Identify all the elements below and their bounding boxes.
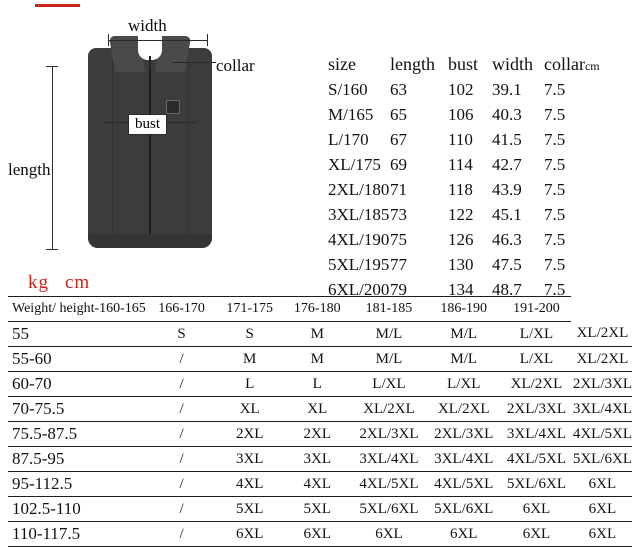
fit-table-header-row: [8, 297, 632, 322]
fit-size-cell: L/XL: [500, 347, 571, 372]
size-cell-bust: 110: [448, 130, 473, 149]
header-bust: bust: [448, 54, 479, 74]
fit-size-cell: M/L: [351, 347, 426, 372]
fit-size-cell: 6XL: [500, 497, 571, 522]
unit-legend: [28, 272, 106, 294]
size-cell-collar: 7.5: [544, 155, 566, 174]
fit-size-cell: /: [146, 497, 216, 522]
size-table-header-row: [328, 52, 600, 78]
fit-size-cell: /: [146, 397, 216, 422]
size-cell-size: M/165: [328, 105, 374, 124]
size-measurement-table: [328, 52, 600, 303]
panel-seam-left: [112, 60, 113, 240]
size-cell-width: 46.3: [492, 230, 522, 249]
size-cell-length: 79: [390, 280, 407, 299]
fit-size-cell: L: [282, 372, 351, 397]
size-cell-length: 71: [390, 180, 407, 199]
fit-size-cell: XL/2XL: [571, 322, 632, 347]
fit-size-cell: 6XL: [351, 522, 426, 547]
size-cell-length: 65: [390, 105, 407, 124]
fit-table-row: [8, 397, 632, 422]
fit-table-row: [8, 372, 632, 397]
size-cell-size: XL/175: [328, 155, 381, 174]
width-tick-left: [108, 34, 109, 46]
label-length: length: [8, 160, 51, 179]
fit-weight-cell: 87.5-95: [8, 447, 146, 472]
fit-size-cell: 2XL/3XL: [425, 422, 500, 447]
label-bust: bust: [128, 114, 167, 135]
fit-size-cell: 2XL/3XL: [500, 397, 571, 422]
size-table-row: [328, 128, 600, 153]
fit-weight-cell: 95-112.5: [8, 472, 146, 497]
fit-size-cell: 4XL/5XL: [571, 422, 632, 447]
fit-size-cell: L/XL: [500, 322, 571, 347]
fit-size-cell: M: [282, 347, 351, 372]
size-cell-size: 3XL/185: [328, 205, 390, 224]
size-cell-width: 47.5: [492, 255, 522, 274]
fit-size-cell: 3XL/4XL: [425, 447, 500, 472]
fit-table-row: [8, 522, 632, 547]
fit-size-cell: L/XL: [351, 372, 426, 397]
fit-size-cell: XL/2XL: [351, 397, 426, 422]
fit-header-6: 191-200: [500, 297, 571, 322]
size-cell-width: 39.1: [492, 80, 522, 99]
size-cell-size: 2XL/180: [328, 180, 390, 199]
size-table-row: [328, 78, 600, 103]
fit-table-row: [8, 447, 632, 472]
fit-size-cell: 2XL: [282, 422, 351, 447]
fit-table-row: [8, 347, 632, 372]
fit-weight-cell: 55-60: [8, 347, 146, 372]
fit-size-cell: 6XL: [425, 522, 500, 547]
size-cell-bust: 122: [448, 205, 474, 224]
size-cell-bust: 106: [448, 105, 474, 124]
fit-size-cell: 3XL: [215, 447, 282, 472]
size-cell-width: 48.7: [492, 280, 522, 299]
size-cell-collar: 7.5: [544, 180, 566, 199]
fit-weight-cell: 110-117.5: [8, 522, 146, 547]
size-cell-bust: 118: [448, 180, 473, 199]
size-table-row: [328, 153, 600, 178]
fit-size-cell: 6XL: [215, 522, 282, 547]
fit-header-2: 171-175: [215, 297, 282, 322]
size-cell-width: 45.1: [492, 205, 522, 224]
panel-seam-right: [188, 60, 189, 240]
fit-size-cell: 4XL: [215, 472, 282, 497]
fit-size-cell: L: [215, 372, 282, 397]
fit-size-cell: 3XL: [282, 447, 351, 472]
label-width: width: [128, 16, 167, 35]
unit-length: cm: [65, 272, 91, 293]
size-table-row: [328, 203, 600, 228]
size-cell-width: 43.9: [492, 180, 522, 199]
fit-size-cell: M/L: [351, 322, 426, 347]
size-table-row: [328, 178, 600, 203]
fit-size-cell: S: [215, 322, 282, 347]
fit-size-cell: /: [146, 422, 216, 447]
fit-table-row: [8, 497, 632, 522]
size-cell-bust: 102: [448, 80, 474, 99]
fit-size-cell: /: [146, 522, 216, 547]
size-cell-width: 41.5: [492, 130, 522, 149]
fit-size-cell: 4XL/5XL: [351, 472, 426, 497]
fit-size-cell: 6XL: [500, 522, 571, 547]
label-collar: collar: [216, 56, 255, 75]
fit-size-cell: XL/2XL: [425, 397, 500, 422]
fit-size-cell: 2XL: [215, 422, 282, 447]
fit-size-cell: M/L: [425, 347, 500, 372]
size-table-row: [328, 228, 600, 253]
fit-table-row: [8, 422, 632, 447]
header-size: size: [328, 54, 356, 74]
fit-size-cell: XL: [282, 397, 351, 422]
size-cell-length: 75: [390, 230, 407, 249]
size-cell-collar: 7.5: [544, 205, 566, 224]
fit-size-cell: 6XL: [282, 522, 351, 547]
fit-size-cell: /: [146, 447, 216, 472]
length-tick-bottom: [46, 249, 58, 250]
fit-size-cell: 2XL/3XL: [571, 372, 632, 397]
size-cell-size: 5XL/195: [328, 255, 390, 274]
fit-weight-cell: 102.5-110: [8, 497, 146, 522]
size-cell-size: 6XL/200: [328, 280, 390, 299]
fit-size-cell: M/L: [425, 322, 500, 347]
size-cell-bust: 134: [448, 280, 474, 299]
length-guide-line: [52, 66, 53, 250]
size-cell-size: L/170: [328, 130, 369, 149]
collar-leader-line: [172, 62, 216, 63]
fit-size-cell: 6XL: [571, 472, 632, 497]
fit-size-cell: /: [146, 347, 216, 372]
fit-size-cell: 4XL/5XL: [500, 447, 571, 472]
size-cell-collar: 7.5: [544, 130, 566, 149]
vest-illustration: [0, 0, 320, 275]
fit-size-cell: 4XL: [282, 472, 351, 497]
size-cell-bust: 126: [448, 230, 474, 249]
fit-size-cell: 6XL: [571, 522, 632, 547]
size-cell-collar: 7.5: [544, 280, 566, 299]
heating-button-icon: [166, 100, 180, 114]
size-cell-bust: 114: [448, 155, 473, 174]
size-cell-length: 69: [390, 155, 407, 174]
fit-size-cell: 3XL/4XL: [500, 422, 571, 447]
fit-size-cell: 6XL: [571, 497, 632, 522]
fit-weight-cell: 55: [8, 322, 146, 347]
fit-weight-cell: 70-75.5: [8, 397, 146, 422]
hem-band: [88, 234, 212, 248]
fit-size-cell: 5XL: [215, 497, 282, 522]
header-length: length: [390, 54, 435, 74]
size-cell-length: 77: [390, 255, 407, 274]
header-collar-text: collar: [544, 54, 585, 74]
fit-size-cell: 5XL/6XL: [571, 447, 632, 472]
fit-header-0: Weight/ height-160-165: [8, 297, 146, 322]
fit-size-cell: 5XL/6XL: [425, 497, 500, 522]
size-cell-collar: 7.5: [544, 255, 566, 274]
fit-header-5: 186-190: [425, 297, 500, 322]
fit-size-cell: 3XL/4XL: [351, 447, 426, 472]
size-cell-length: 67: [390, 130, 407, 149]
unit-weight: kg: [28, 272, 49, 293]
weight-height-fit-table: [8, 296, 632, 547]
fit-header-1: 166-170: [146, 297, 216, 322]
size-cell-bust: 130: [448, 255, 474, 274]
fit-size-cell: S: [146, 322, 216, 347]
fit-size-cell: L/XL: [425, 372, 500, 397]
size-cell-collar: 7.5: [544, 105, 566, 124]
header-unit: cm: [584, 59, 600, 73]
fit-table-wrapper: [8, 296, 632, 547]
fit-size-cell: XL/2XL: [571, 347, 632, 372]
size-cell-length: 63: [390, 80, 407, 99]
fit-table-row: [8, 322, 632, 347]
fit-size-cell: XL: [215, 397, 282, 422]
fit-size-cell: M: [215, 347, 282, 372]
fit-size-cell: M: [282, 322, 351, 347]
fit-size-cell: XL/2XL: [500, 372, 571, 397]
fit-size-cell: /: [146, 372, 216, 397]
fit-size-cell: /: [146, 472, 216, 497]
size-cell-collar: 7.5: [544, 230, 566, 249]
fit-header-4: 181-185: [351, 297, 426, 322]
length-tick-top: [46, 66, 58, 67]
size-table-row: [328, 103, 600, 128]
size-cell-size: S/160: [328, 80, 368, 99]
header-collar: [544, 52, 600, 78]
size-cell-collar: 7.5: [544, 80, 566, 99]
size-cell-size: 4XL/190: [328, 230, 390, 249]
width-guide-line: [108, 40, 208, 41]
fit-header-3: 176-180: [282, 297, 351, 322]
zipper-line: [149, 56, 151, 244]
fit-size-cell: 3XL/4XL: [571, 397, 632, 422]
fit-size-cell: 2XL/3XL: [351, 422, 426, 447]
fit-weight-cell: 60-70: [8, 372, 146, 397]
header-width: width: [492, 54, 534, 74]
fit-table-row: [8, 472, 632, 497]
fit-size-cell: 5XL: [282, 497, 351, 522]
size-table-row: [328, 253, 600, 278]
size-cell-width: 42.7: [492, 155, 522, 174]
fit-size-cell: 4XL/5XL: [425, 472, 500, 497]
fit-size-cell: 5XL/6XL: [500, 472, 571, 497]
fit-weight-cell: 75.5-87.5: [8, 422, 146, 447]
width-tick-right: [207, 34, 208, 46]
size-cell-length: 73: [390, 205, 407, 224]
fit-size-cell: 5XL/6XL: [351, 497, 426, 522]
size-cell-width: 40.3: [492, 105, 522, 124]
